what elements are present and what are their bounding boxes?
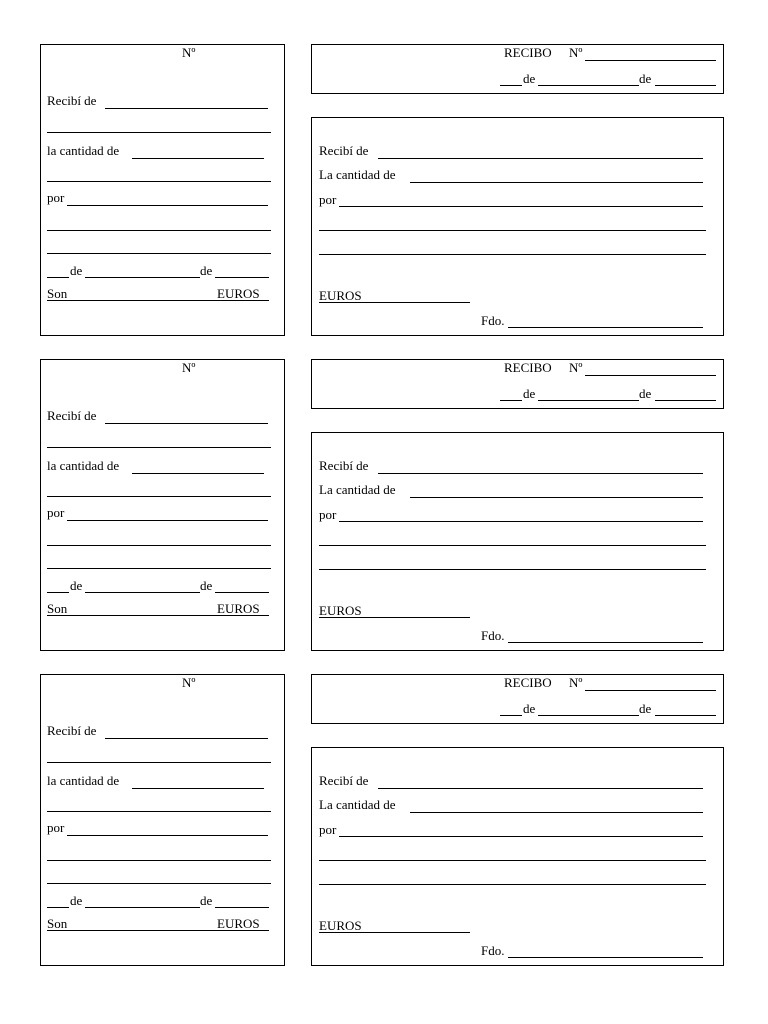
receipt-month-field[interactable] xyxy=(538,715,639,716)
receipt-currency-label: EUROS xyxy=(319,603,362,618)
stub-amount-field[interactable] xyxy=(132,158,264,159)
receipt-blank-line[interactable] xyxy=(319,569,706,570)
receipt-title: RECIBO xyxy=(504,675,552,690)
receipt-year-field[interactable] xyxy=(655,400,716,401)
receipt-for-field[interactable] xyxy=(339,521,703,522)
receipt-amount-label: La cantidad de xyxy=(319,482,396,497)
stub-amount-field[interactable] xyxy=(132,788,264,789)
receipt-blank-line[interactable] xyxy=(319,254,706,255)
receipt-year-field[interactable] xyxy=(655,715,716,716)
stub-blank-line[interactable] xyxy=(47,545,271,546)
receipt-title: RECIBO xyxy=(504,45,552,60)
receipt-for-label: por xyxy=(319,822,337,837)
receipt-date-de-1: de xyxy=(523,71,536,86)
stub-number-label: Nº xyxy=(182,675,196,690)
stub-amount-label: la cantidad de xyxy=(47,458,120,473)
receipt-day-field[interactable] xyxy=(500,715,522,716)
receipt-date-de-2: de xyxy=(639,701,652,716)
stub-currency-label: EUROS xyxy=(217,916,260,931)
stub-son-label: Son xyxy=(47,601,68,616)
stub-year-field[interactable] xyxy=(215,907,269,908)
receipt-set-1 xyxy=(0,44,768,336)
stub-blank-line[interactable] xyxy=(47,181,271,182)
receipt-body-box xyxy=(311,747,724,966)
receipt-set-2 xyxy=(0,359,768,651)
stub-blank-line[interactable] xyxy=(47,132,271,133)
stub-blank-line[interactable] xyxy=(47,811,271,812)
receipt-body-box xyxy=(311,117,724,336)
stub-received-from-label: Recibí de xyxy=(47,408,97,423)
stub-date-de-1: de xyxy=(70,893,83,908)
stub-month-field[interactable] xyxy=(85,277,200,278)
stub-month-field[interactable] xyxy=(85,907,200,908)
receipt-received-from-field[interactable] xyxy=(378,158,703,159)
receipt-amount-label: La cantidad de xyxy=(319,167,396,182)
stub-son-label: Son xyxy=(47,916,68,931)
stub-date-de-1: de xyxy=(70,578,83,593)
receipt-currency-label: EUROS xyxy=(319,918,362,933)
receipt-body-box xyxy=(311,432,724,651)
stub-for-label: por xyxy=(47,190,65,205)
receipt-received-from-field[interactable] xyxy=(378,473,703,474)
stub-received-from-label: Recibí de xyxy=(47,723,97,738)
stub-received-from-field[interactable] xyxy=(105,108,268,109)
receipt-received-from-label: Recibí de xyxy=(319,143,369,158)
receipt-signature-label: Fdo. xyxy=(481,628,505,643)
stub-received-from-field[interactable] xyxy=(105,738,268,739)
receipt-number-field[interactable] xyxy=(585,60,716,61)
stub-amount-label: la cantidad de xyxy=(47,143,120,158)
receipt-signature-field[interactable] xyxy=(508,642,703,643)
receipt-amount-label: La cantidad de xyxy=(319,797,396,812)
receipt-day-field[interactable] xyxy=(500,400,522,401)
receipt-amount-field[interactable] xyxy=(410,497,703,498)
receipt-signature-field[interactable] xyxy=(508,327,703,328)
receipt-number-label: Nº xyxy=(569,360,583,375)
stub-received-from-field[interactable] xyxy=(105,423,268,424)
receipt-currency-label: EUROS xyxy=(319,288,362,303)
stub-date-de-2: de xyxy=(200,263,213,278)
stub-for-field[interactable] xyxy=(67,520,268,521)
stub-blank-line[interactable] xyxy=(47,496,271,497)
receipt-blank-line[interactable] xyxy=(319,884,706,885)
stub-day-field[interactable] xyxy=(47,277,69,278)
stub-day-field[interactable] xyxy=(47,592,69,593)
receipt-received-from-label: Recibí de xyxy=(319,458,369,473)
stub-for-label: por xyxy=(47,820,65,835)
receipt-for-label: por xyxy=(319,507,337,522)
receipt-set-3 xyxy=(0,674,768,966)
stub-year-field[interactable] xyxy=(215,592,269,593)
stub-number-label: Nº xyxy=(182,360,196,375)
stub-date-de-1: de xyxy=(70,263,83,278)
receipt-blank-line[interactable] xyxy=(319,860,706,861)
receipt-number-field[interactable] xyxy=(585,375,716,376)
receipt-for-field[interactable] xyxy=(339,836,703,837)
receipt-signature-label: Fdo. xyxy=(481,943,505,958)
receipt-amount-field[interactable] xyxy=(410,182,703,183)
receipt-date-de-1: de xyxy=(523,386,536,401)
stub-currency-label: EUROS xyxy=(217,286,260,301)
receipt-date-de-2: de xyxy=(639,386,652,401)
receipt-date-de-1: de xyxy=(523,701,536,716)
stub-currency-label: EUROS xyxy=(217,601,260,616)
stub-date-de-2: de xyxy=(200,578,213,593)
stub-date-de-2: de xyxy=(200,893,213,908)
receipt-month-field[interactable] xyxy=(538,400,639,401)
receipt-signature-label: Fdo. xyxy=(481,313,505,328)
receipt-title: RECIBO xyxy=(504,360,552,375)
receipt-number-label: Nº xyxy=(569,45,583,60)
stub-blank-line[interactable] xyxy=(47,253,271,254)
stub-month-field[interactable] xyxy=(85,592,200,593)
stub-blank-line[interactable] xyxy=(47,230,271,231)
stub-amount-label: la cantidad de xyxy=(47,773,120,788)
stub-for-label: por xyxy=(47,505,65,520)
receipt-signature-field[interactable] xyxy=(508,957,703,958)
receipt-number-field[interactable] xyxy=(585,690,716,691)
receipt-for-label: por xyxy=(319,192,337,207)
stub-year-field[interactable] xyxy=(215,277,269,278)
stub-blank-line[interactable] xyxy=(47,447,271,448)
receipt-for-field[interactable] xyxy=(339,206,703,207)
stub-received-from-label: Recibí de xyxy=(47,93,97,108)
stub-for-field[interactable] xyxy=(67,835,268,836)
stub-son-label: Son xyxy=(47,286,68,301)
stub-amount-field[interactable] xyxy=(132,473,264,474)
stub-number-label: Nº xyxy=(182,45,196,60)
receipt-received-from-label: Recibí de xyxy=(319,773,369,788)
receipt-amount-field[interactable] xyxy=(410,812,703,813)
stub-day-field[interactable] xyxy=(47,907,69,908)
receipt-blank-line[interactable] xyxy=(319,230,706,231)
receipt-number-label: Nº xyxy=(569,675,583,690)
stub-blank-line[interactable] xyxy=(47,860,271,861)
receipt-year-field[interactable] xyxy=(655,85,716,86)
receipt-date-de-2: de xyxy=(639,71,652,86)
stub-blank-line[interactable] xyxy=(47,883,271,884)
stub-blank-line[interactable] xyxy=(47,762,271,763)
receipt-month-field[interactable] xyxy=(538,85,639,86)
stub-blank-line[interactable] xyxy=(47,568,271,569)
receipt-received-from-field[interactable] xyxy=(378,788,703,789)
receipt-blank-line[interactable] xyxy=(319,545,706,546)
stub-for-field[interactable] xyxy=(67,205,268,206)
receipt-day-field[interactable] xyxy=(500,85,522,86)
